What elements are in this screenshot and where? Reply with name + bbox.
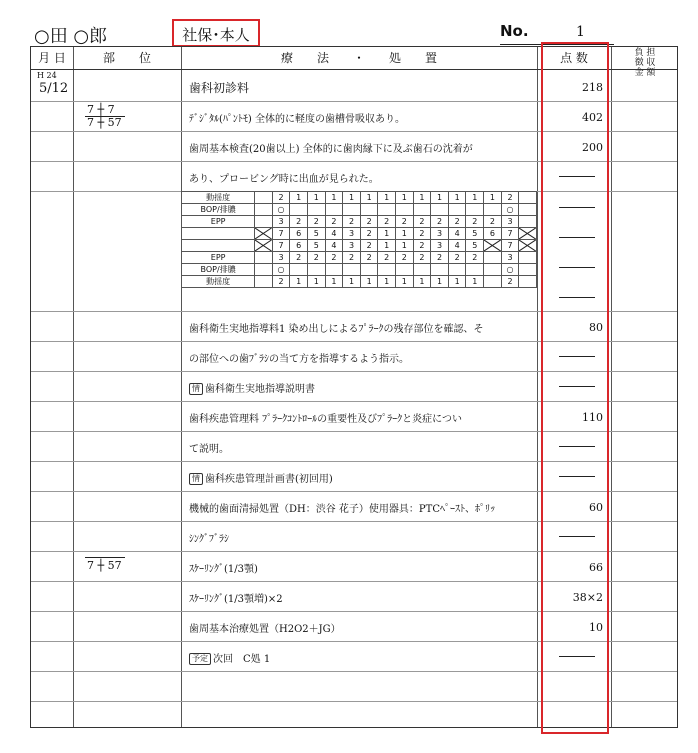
tooth-number-cell: 1 bbox=[396, 240, 414, 252]
perio-value-cell: ○ bbox=[272, 204, 290, 216]
date-column-header: 月 日 bbox=[38, 51, 66, 65]
perio-value-cell bbox=[307, 264, 325, 276]
points-column-highlight bbox=[541, 42, 609, 734]
perio-value-cell bbox=[413, 204, 431, 216]
perio-row-label: EPP bbox=[182, 216, 255, 228]
lower-mobility-row bbox=[182, 276, 537, 288]
tooth-number-cell: 1 bbox=[378, 240, 396, 252]
site-scaling-teeth: 7 ┼ 57 bbox=[87, 559, 122, 572]
tooth-number-cell: 4 bbox=[325, 240, 343, 252]
tooth-number-cell: 3 bbox=[431, 228, 449, 240]
treatment-text: 機械的歯面清掃処置（DH：渋谷 花子）使用器具：PTCﾍﾟｰｽﾄ、ﾎﾟﾘｯ bbox=[189, 504, 495, 515]
visit-era: H 24 bbox=[37, 71, 57, 80]
perio-value-cell: 2 bbox=[272, 276, 290, 288]
perio-value-cell bbox=[448, 204, 466, 216]
treatment-text: ﾃﾞｼﾞﾀﾙ(ﾊﾟﾝﾄﾓ) 全体的に軽度の歯槽骨吸収あり。 bbox=[189, 114, 405, 125]
perio-value-cell bbox=[290, 204, 308, 216]
treatment-text: 歯科疾患管理料 ﾌﾟﾗｰｸｺﾝﾄﾛｰﾙの重要性及びﾌﾟﾗｰｸと炎症につい bbox=[189, 414, 462, 425]
perio-value-cell bbox=[484, 264, 502, 276]
perio-value-cell: 2 bbox=[448, 252, 466, 264]
info-document-icon: 情 bbox=[189, 473, 203, 485]
points-value: 200 bbox=[582, 141, 603, 154]
perio-value-cell: 1 bbox=[413, 192, 431, 204]
treatment-row-plan bbox=[189, 650, 270, 665]
perio-value-cell: 1 bbox=[360, 276, 378, 288]
periodontal-chart bbox=[181, 191, 537, 288]
perio-value-cell bbox=[325, 204, 343, 216]
tooth-number-cell: 5 bbox=[466, 228, 484, 240]
burden-column-header bbox=[611, 48, 679, 78]
perio-value-cell: 2 bbox=[466, 216, 484, 228]
perio-value-cell: 2 bbox=[360, 216, 378, 228]
record-number-value: 1 bbox=[576, 24, 585, 40]
perio-blank-cell bbox=[255, 204, 272, 216]
treatment-text: 次回 C処 1 bbox=[213, 654, 271, 665]
treatment-text: て説明。 bbox=[189, 444, 229, 455]
perio-value-cell: 1 bbox=[413, 276, 431, 288]
tooth-number-cell: 2 bbox=[360, 228, 378, 240]
missing-tooth-x bbox=[255, 228, 271, 239]
points-value: 10 bbox=[589, 621, 603, 634]
missing-tooth-cell bbox=[519, 228, 537, 240]
perio-value-cell bbox=[343, 264, 361, 276]
perio-value-cell: 3 bbox=[272, 216, 290, 228]
perio-value-cell: 2 bbox=[501, 276, 519, 288]
perio-value-cell: 1 bbox=[484, 192, 502, 204]
tooth-number-cell: 1 bbox=[396, 228, 414, 240]
perio-value-cell: 1 bbox=[325, 192, 343, 204]
perio-blank-cell bbox=[255, 216, 272, 228]
tooth-number-cell: 3 bbox=[431, 240, 449, 252]
perio-value-cell: 2 bbox=[307, 216, 325, 228]
perio-value-cell bbox=[378, 204, 396, 216]
perio-blank-cell bbox=[519, 252, 537, 264]
treatment-text: 歯科初診料 bbox=[189, 81, 250, 95]
perio-value-cell bbox=[466, 264, 484, 276]
perio-value-cell: 1 bbox=[396, 192, 414, 204]
burden-header-line: 負 担 bbox=[634, 48, 656, 58]
missing-tooth-x bbox=[255, 240, 271, 251]
perio-value-cell: 2 bbox=[466, 252, 484, 264]
perio-value-cell bbox=[484, 204, 502, 216]
perio-value-cell: 1 bbox=[290, 192, 308, 204]
perio-value-cell bbox=[484, 252, 502, 264]
missing-tooth-cell bbox=[484, 240, 502, 252]
perio-value-cell: 2 bbox=[413, 252, 431, 264]
missing-tooth-x bbox=[519, 240, 536, 251]
missing-tooth-x bbox=[519, 228, 536, 239]
tooth-number-cell: 5 bbox=[466, 240, 484, 252]
perio-value-cell: 2 bbox=[431, 252, 449, 264]
perio-blank-cell bbox=[519, 276, 537, 288]
tooth-number-cell: 2 bbox=[360, 240, 378, 252]
perio-value-cell: ○ bbox=[501, 204, 519, 216]
points-value: 110 bbox=[582, 411, 603, 424]
tooth-number-cell: 6 bbox=[484, 228, 502, 240]
insurance-type-box: 社保･本人 bbox=[172, 19, 260, 47]
perio-value-cell: 2 bbox=[396, 252, 414, 264]
burden-header-line: 金 額 bbox=[634, 68, 656, 78]
tooth-cross-line bbox=[85, 116, 125, 117]
perio-value-cell bbox=[307, 204, 325, 216]
perio-value-cell: 1 bbox=[396, 276, 414, 288]
perio-value-cell: 1 bbox=[307, 276, 325, 288]
tooth-number-cell: 7 bbox=[272, 240, 290, 252]
perio-blank-cell bbox=[519, 204, 537, 216]
perio-value-cell: ○ bbox=[501, 264, 519, 276]
upper-mobility-row bbox=[182, 192, 537, 204]
points-value: 218 bbox=[582, 81, 603, 94]
perio-value-cell bbox=[396, 264, 414, 276]
perio-value-cell: ○ bbox=[272, 264, 290, 276]
perio-row-label: BOP/排膿 bbox=[182, 204, 255, 216]
perio-value-cell: 1 bbox=[343, 192, 361, 204]
perio-value-cell: 1 bbox=[431, 276, 449, 288]
perio-value-cell: 2 bbox=[360, 252, 378, 264]
perio-blank-cell bbox=[255, 252, 272, 264]
perio-value-cell bbox=[431, 204, 449, 216]
perio-value-cell bbox=[448, 264, 466, 276]
perio-row-label: 動揺度 bbox=[182, 276, 255, 288]
perio-blank-cell bbox=[519, 216, 537, 228]
perio-value-cell bbox=[360, 264, 378, 276]
tooth-number-cell: 6 bbox=[290, 240, 308, 252]
perio-blank-cell bbox=[519, 192, 537, 204]
perio-value-cell bbox=[360, 204, 378, 216]
perio-row-label bbox=[182, 228, 255, 240]
upper-teeth-row bbox=[182, 228, 537, 240]
perio-value-cell: 2 bbox=[484, 216, 502, 228]
perio-value-cell: 2 bbox=[290, 216, 308, 228]
tooth-number-cell: 4 bbox=[448, 240, 466, 252]
column-divider bbox=[73, 47, 74, 727]
perio-value-cell: 1 bbox=[343, 276, 361, 288]
tooth-cross-line bbox=[85, 557, 125, 558]
perio-value-cell: 1 bbox=[466, 192, 484, 204]
perio-value-cell bbox=[378, 264, 396, 276]
perio-row-label bbox=[182, 240, 255, 252]
visit-date: 5/12 bbox=[39, 81, 69, 96]
perio-row-label: EPP bbox=[182, 252, 255, 264]
perio-blank-cell bbox=[255, 276, 272, 288]
perio-value-cell: 1 bbox=[378, 192, 396, 204]
points-column-header: 点 数 bbox=[560, 51, 588, 65]
burden-header-line: 徴 収 bbox=[634, 58, 656, 68]
tooth-number-cell: 5 bbox=[307, 228, 325, 240]
record-number-label: No. bbox=[500, 22, 529, 40]
points-value: 60 bbox=[589, 501, 603, 514]
treatment-text: 歯科衛生実地指導説明書 bbox=[205, 384, 315, 395]
treatment-text: ｽｹｰﾘﾝｸﾞ(1/3顎) bbox=[189, 564, 258, 575]
perio-value-cell bbox=[396, 204, 414, 216]
treatment-row-info bbox=[189, 380, 315, 395]
perio-value-cell: 1 bbox=[290, 276, 308, 288]
perio-value-cell: 2 bbox=[272, 192, 290, 204]
perio-value-cell: 1 bbox=[360, 192, 378, 204]
points-value: 38×2 bbox=[572, 591, 603, 604]
treatment-text: 歯周基本検査(20歯以上) 全体的に歯肉縁下に及ぶ歯石の沈着が bbox=[189, 144, 473, 155]
points-value: 66 bbox=[589, 561, 603, 574]
perio-value-cell bbox=[413, 264, 431, 276]
treatment-text: 歯周基本治療処置（H2O2＋JG） bbox=[189, 624, 341, 635]
perio-value-cell: 1 bbox=[325, 276, 343, 288]
scheduled-icon: 予定 bbox=[189, 653, 211, 665]
perio-value-cell: 2 bbox=[307, 252, 325, 264]
tooth-number-cell: 7 bbox=[272, 228, 290, 240]
perio-row-label: BOP/排膿 bbox=[182, 264, 255, 276]
lower-teeth-row bbox=[182, 240, 537, 252]
perio-blank-cell bbox=[255, 192, 272, 204]
perio-value-cell: 3 bbox=[272, 252, 290, 264]
tooth-number-cell: 3 bbox=[343, 240, 361, 252]
perio-value-cell: 2 bbox=[290, 252, 308, 264]
perio-value-cell: 1 bbox=[448, 276, 466, 288]
tooth-number-cell: 1 bbox=[378, 228, 396, 240]
perio-value-cell bbox=[343, 204, 361, 216]
perio-blank-cell bbox=[255, 264, 272, 276]
perio-value-cell bbox=[466, 204, 484, 216]
perio-value-cell: 2 bbox=[413, 216, 431, 228]
site-upper-teeth: 7 ┼ 7 bbox=[87, 103, 115, 116]
tooth-number-cell: 7 bbox=[501, 228, 519, 240]
lower-bop-row bbox=[182, 264, 537, 276]
perio-blank-cell bbox=[519, 264, 537, 276]
perio-value-cell: 2 bbox=[343, 216, 361, 228]
perio-value-cell: 1 bbox=[378, 276, 396, 288]
perio-value-cell: 2 bbox=[325, 216, 343, 228]
perio-value-cell bbox=[484, 276, 502, 288]
points-value: 402 bbox=[582, 111, 603, 124]
perio-value-cell bbox=[325, 264, 343, 276]
treatment-text: あり、プロービング時に出血が見られた。 bbox=[189, 174, 379, 185]
treatment-text: 歯科衛生実地指導料1 染め出しによるﾌﾟﾗｰｸの残存部位を確認、そ bbox=[189, 324, 484, 335]
treatment-text: 歯科疾患管理計画書(初回用) bbox=[205, 474, 333, 485]
column-divider bbox=[611, 47, 612, 727]
missing-tooth-cell bbox=[255, 228, 272, 240]
treatment-column-header: 療 法 ・ 処 置 bbox=[280, 51, 437, 65]
perio-value-cell: 2 bbox=[325, 252, 343, 264]
perio-value-cell: 3 bbox=[501, 252, 519, 264]
perio-value-cell: 1 bbox=[307, 192, 325, 204]
missing-tooth-cell bbox=[255, 240, 272, 252]
site-column-header: 部 位 bbox=[102, 51, 151, 65]
patient-name: ○田 ○郎 bbox=[34, 26, 108, 47]
tooth-number-cell: 3 bbox=[343, 228, 361, 240]
perio-value-cell bbox=[431, 264, 449, 276]
perio-value-cell: 2 bbox=[378, 216, 396, 228]
site-lower-teeth: 7 ┼ 57 bbox=[87, 116, 122, 129]
tooth-number-cell: 7 bbox=[501, 240, 519, 252]
info-document-icon: 情 bbox=[189, 383, 203, 395]
perio-value-cell: 1 bbox=[466, 276, 484, 288]
perio-value-cell: 2 bbox=[448, 216, 466, 228]
treatment-text: ｽｹｰﾘﾝｸﾞ(1/3顎増)×2 bbox=[189, 594, 283, 605]
perio-value-cell bbox=[290, 264, 308, 276]
missing-tooth-cell bbox=[519, 240, 537, 252]
perio-value-cell: 1 bbox=[431, 192, 449, 204]
perio-value-cell: 2 bbox=[378, 252, 396, 264]
treatment-row-info bbox=[189, 470, 333, 485]
missing-tooth-x bbox=[484, 240, 501, 251]
tooth-number-cell: 5 bbox=[307, 240, 325, 252]
perio-value-cell: 3 bbox=[501, 216, 519, 228]
tooth-number-cell: 4 bbox=[325, 228, 343, 240]
tooth-number-cell: 6 bbox=[290, 228, 308, 240]
perio-value-cell: 2 bbox=[501, 192, 519, 204]
perio-value-cell: 2 bbox=[431, 216, 449, 228]
tooth-number-cell: 2 bbox=[413, 240, 431, 252]
perio-row-label: 動揺度 bbox=[182, 192, 255, 204]
perio-value-cell: 2 bbox=[343, 252, 361, 264]
lower-epp-row bbox=[182, 252, 537, 264]
column-divider bbox=[181, 47, 182, 727]
treatment-text: の部位への歯ﾌﾞﾗｼの当て方を指導するよう指示。 bbox=[189, 354, 409, 365]
perio-value-cell: 2 bbox=[396, 216, 414, 228]
perio-value-cell: 1 bbox=[448, 192, 466, 204]
points-value: 80 bbox=[589, 321, 603, 334]
column-divider bbox=[537, 47, 538, 727]
upper-epp-row bbox=[182, 216, 537, 228]
tooth-number-cell: 4 bbox=[448, 228, 466, 240]
treatment-text: ｼﾝｸﾞﾌﾞﾗｼ bbox=[189, 534, 229, 545]
tooth-number-cell: 2 bbox=[413, 228, 431, 240]
upper-bop-row bbox=[182, 204, 537, 216]
